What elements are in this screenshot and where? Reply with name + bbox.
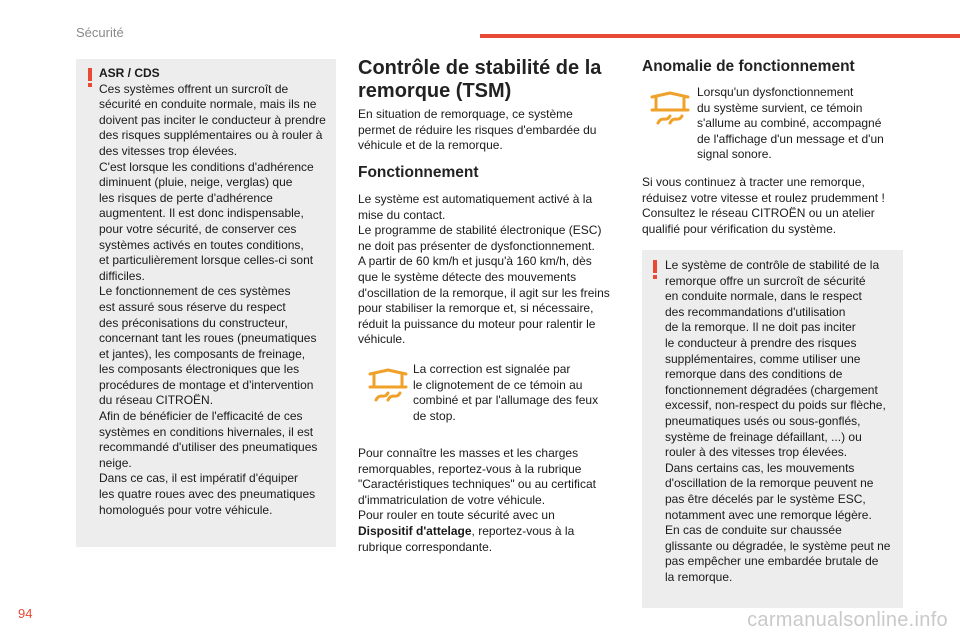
text-line: mise du contact. [358, 207, 446, 222]
operation-paragraph [358, 192, 623, 348]
text-line: ne doit pas présenter de dysfonctionnement. [358, 238, 595, 253]
text-line: et particulièrement lorsque celles-ci sont [99, 253, 314, 268]
left-box-text [99, 66, 334, 518]
text-line: A partir de 60 km/h et jusqu'à 160 km/h, dès [358, 254, 592, 269]
text-line: véhicule. [358, 332, 406, 347]
text-line: Dans certains cas, les mouvements [665, 460, 855, 475]
text-line: sécurité en conduite normale, mais ils ne [99, 97, 317, 112]
trailer-stability-warning-icon [648, 89, 692, 127]
text-line: du système survient, ce témoin [697, 100, 863, 115]
text-line: systèmes en conditions hivernales, il est [99, 424, 314, 439]
malfunction-paragraph [642, 175, 912, 237]
text-line: La correction est signalée par [413, 362, 571, 376]
text-line: de l'affichage d'un message et d'un [697, 131, 884, 146]
text-line: réduit la puissance du moteur pour ralentir le [358, 316, 596, 331]
text-line: procédures de montage et d'intervention [99, 377, 314, 392]
text-line: Pour rouler en toute sécurité avec un [358, 508, 555, 523]
text-line: recommandé d'utiliser des pneumatiques [99, 440, 318, 455]
text-line: excessif, non-respect du poids sur flèche, [665, 398, 886, 413]
text-line: les risques de perte d'adhérence [99, 190, 273, 205]
text-line: de stop. [413, 408, 456, 423]
text-line: remorquables, reportez-vous à la rubrique [358, 461, 582, 476]
text-line: système de freinage défaillant, ...) ou [665, 429, 862, 444]
trailer-stability-warning-icon [366, 366, 410, 404]
text-line: rouler à des vitesses trop élevées. [665, 445, 848, 460]
text-line: Dans ce cas, il est impératif d'équiper [99, 471, 299, 486]
text-line: des risques supplémentaires ou à rouler à [99, 128, 323, 143]
box-heading: ASR / CDS [99, 66, 160, 80]
text-line: pour votre sécurité, de conserver ces [99, 221, 297, 236]
header-accent-bar [480, 34, 960, 38]
text-line: que le système détecte des mouvements [358, 269, 577, 284]
text-line: concernant tant les roues (pneumatiques [99, 331, 317, 346]
text-line: pour stabiliser la remorque et, si nécessaire, [358, 301, 594, 316]
malfunction-indicator-text [697, 85, 902, 163]
text-line: d'immatriculation de votre véhicule. [358, 492, 546, 507]
text-line: Afin de bénéficier de l'efficacité de ces [99, 409, 303, 424]
text-line: et jantes), les composants de freinage, [99, 346, 306, 361]
text-line: diminuent (pluie, neige, verglas) que [99, 175, 293, 190]
text-line: glissante ou dégradée, le système peut ne [665, 538, 891, 553]
text-line: les composants électroniques que les [99, 362, 300, 377]
text-line: qualifié pour vérification du système. [642, 221, 837, 236]
text-line: le conducteur à prendre des risques [665, 335, 857, 350]
text-line: Si vous continuez à tracter une remorque, [642, 175, 865, 189]
text-line: pas empêcher une embardée brutale de [665, 554, 879, 569]
text-line: supplémentaires, comme utiliser une [665, 351, 861, 366]
indicator-description [413, 362, 618, 424]
text-line: s'allume au combiné, accompagné [697, 116, 882, 131]
text-line: d'oscillation de la remorque peuvent ne [665, 476, 874, 491]
text-line: des vitesses trop élevées. [99, 143, 238, 158]
text-line: de la remorque. Il ne doit pas inciter [665, 320, 856, 335]
text-line: remorque dans des conditions de [665, 367, 843, 382]
text-line: En cas de conduite sur chaussée [665, 523, 842, 538]
warning-exclamation-icon [88, 68, 92, 87]
text-line: véhicule et de la remorque. [358, 138, 503, 153]
watermark: carmanualsonline.info [747, 609, 948, 631]
text-line: la remorque. [665, 569, 733, 584]
text-line: pas être décelés par le système ESC, [665, 491, 866, 506]
text-line: En situation de remorquage, ce système [358, 107, 573, 121]
text-line: Consultez le réseau CITROËN ou un atelier [642, 206, 875, 221]
text-line: notamment avec une remorque légère. [665, 507, 872, 522]
subsection-heading: Fonctionnement [358, 164, 479, 181]
text-line: augmentent. Il est donc indispensable, [99, 206, 304, 221]
text-line: est assuré sous réserve du respect [99, 299, 286, 314]
warning-exclamation-icon [653, 260, 657, 279]
text-line: du réseau CITROËN. [99, 393, 214, 408]
text-line: Le système de contrôle de stabilité de la [665, 258, 880, 272]
text-line: "Caractéristiques techniques" ou au certificat [358, 477, 596, 492]
text-line: Lorsqu'un dysfonctionnement [697, 85, 854, 99]
text-line: en conduite normale, dans le respect [665, 289, 862, 304]
text-line: réduisez votre vitesse et roulez prudemment ! [642, 190, 885, 205]
text-line: Pour connaître les masses et les charges [358, 446, 579, 460]
intro-paragraph [358, 107, 618, 154]
section-heading: Contrôle de stabilité de la remorque (TSM) [358, 57, 602, 102]
towing-info-paragraph: Pour connaître les masses et les charges remorquables, reportez-vous à la rubrique "Caractéristiques techniques" ou au certificat d'immatriculation de votre véhicule. Pour rouler en toute sécurité avec un Dispositif d'attelage, reportez-vous à la rubrique correspondante. [358, 446, 623, 555]
text-line: permet de réduire les risques d'embardée du [358, 122, 597, 137]
text-line: signal sonore. [697, 147, 772, 162]
text-line: doivent pas inciter le conducteur à prendre [99, 112, 326, 127]
section-title: Sécurité [76, 25, 124, 40]
text-line: des préconisations du constructeur, [99, 315, 288, 330]
text-line: C'est lorsque les conditions d'adhérence [99, 159, 314, 174]
text-line: homologués pour votre véhicule. [99, 502, 273, 517]
text-line: pneumatiques usés ou sous-gonflés, [665, 413, 861, 428]
text-line: des recommandations d'utilisation [665, 304, 846, 319]
text-line: Le système est automatiquement activé à la [358, 192, 593, 206]
text-line: remorque offre un surcroît de sécurité [665, 273, 866, 288]
text-line: difficiles. [99, 268, 145, 283]
text-line: neige. [99, 455, 132, 470]
text-line: d'oscillation de la remorque, il agit sur les freins [358, 285, 610, 300]
malfunction-heading: Anomalie de fonctionnement [642, 58, 855, 75]
text-line: systèmes activés en toutes conditions, [99, 237, 304, 252]
text-line: Ces systèmes offrent un surcroît de [99, 81, 289, 96]
text-line: combiné et par l'allumage des feux [413, 393, 599, 408]
text-line: les quatre roues avec des pneumatiques [99, 487, 316, 502]
text-line: fonctionnement dégradées (chargement [665, 382, 878, 397]
text-line: Le fonctionnement de ces systèmes [99, 284, 291, 299]
text-line: Le programme de stabilité électronique (ESC) [358, 223, 602, 238]
text-line: le clignotement de ce témoin au [413, 377, 583, 392]
right-box-text [665, 258, 905, 585]
page-number: 94 [18, 606, 33, 621]
